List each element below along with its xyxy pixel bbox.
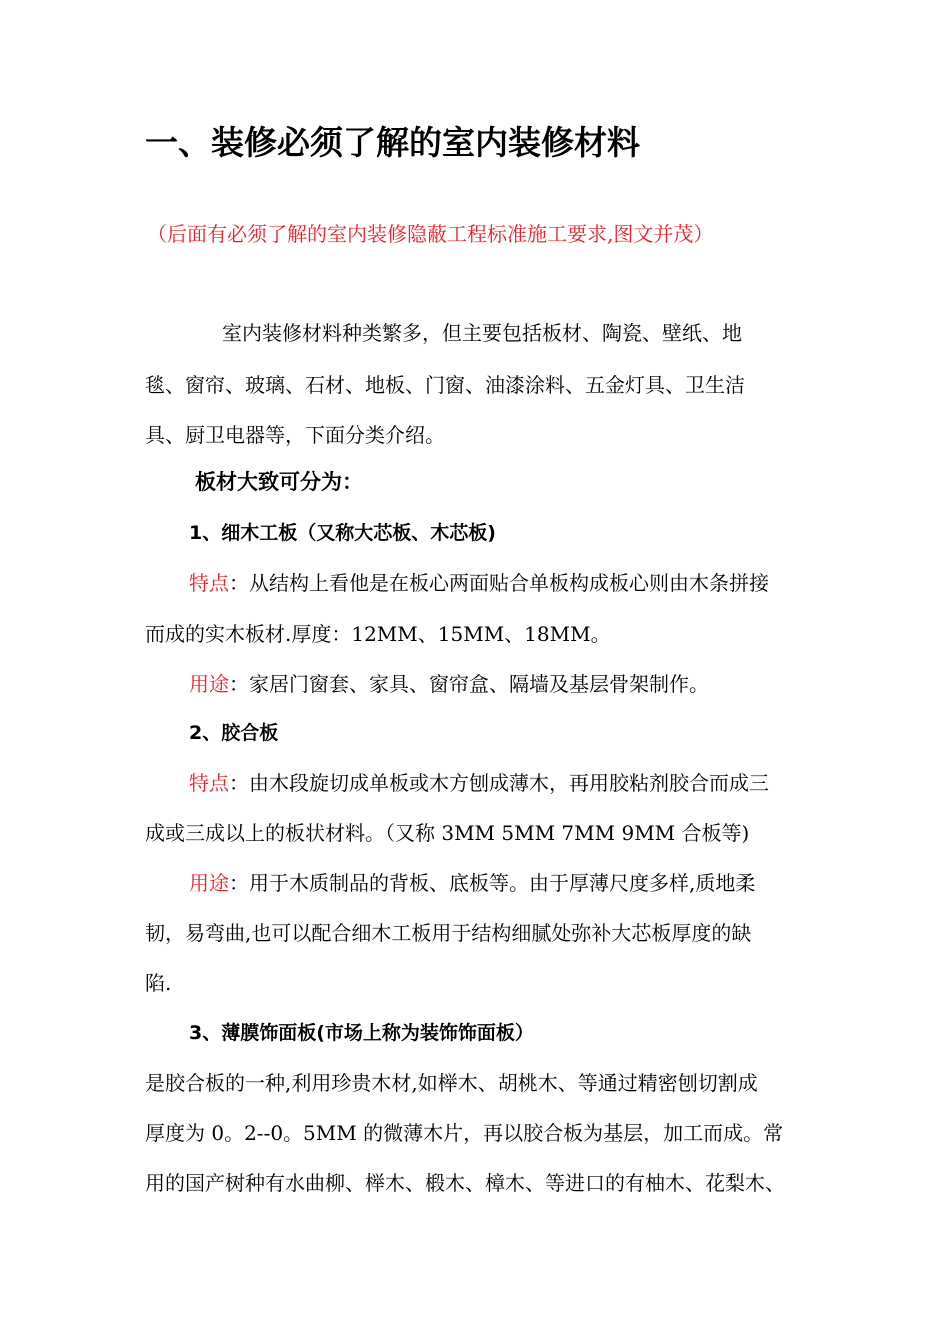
section-3-body-line-1: 是胶合板的一种,利用珍贵木材,如榉木、胡桃木、等通过精密刨切割成 — [145, 1071, 758, 1095]
intro-line-1: 室内装修材料种类繁多，但主要包括板材、陶瓷、壁纸、地 — [222, 321, 742, 345]
page-title: 一、装修必须了解的室内装修材料 — [145, 123, 640, 162]
section-3-body-line-2: 厚度为 0。2--0。5MM 的微薄木片，再以胶合板为基层，加工而成。常 — [145, 1121, 784, 1145]
page-subtitle: （后面有必须了解的室内装修隐蔽工程标准施工要求,图文并茂） — [147, 222, 714, 246]
feature-label: 特点 — [189, 771, 229, 795]
section-2-use-line-3: 陷. — [145, 971, 172, 995]
feature-label: 特点 — [189, 571, 229, 595]
section-3-body-line-3: 用的国产树种有水曲柳、榉木、椴木、樟木、等进口的有柚木、花梨木、 — [145, 1171, 785, 1195]
intro-line-2: 毯、窗帘、玻璃、石材、地板、门窗、油漆涂料、五金灯具、卫生洁 — [145, 373, 745, 397]
section-2-feature-line-1 — [189, 770, 769, 796]
section-2-heading: 2、胶合板 — [189, 722, 279, 744]
intro-line-3: 具、厨卫电器等，下面分类介绍。 — [145, 423, 445, 447]
section-1-feature-line-2: 而成的实木板材.厚度：12MM、15MM、18MM。 — [145, 622, 611, 646]
use-label: 用途 — [189, 672, 229, 696]
section-2-use-line-2: 韧，易弯曲,也可以配合细木工板用于结构细腻处弥补大芯板厚度的缺 — [145, 921, 752, 945]
feature-text: ：由木段旋切成单板或木方刨成薄木，再用胶粘剂胶合而成三 — [229, 771, 769, 795]
section-3-heading: 3、薄膜饰面板(市场上称为装饰饰面板） — [189, 1022, 534, 1044]
use-text: ：家居门窗套、家具、窗帘盒、隔墙及基层骨架制作。 — [229, 672, 709, 696]
section-1-heading: 1、细木工板（又称大芯板、木芯板) — [189, 522, 496, 544]
section-2-feature-line-2: 成或三成以上的板状材料。（又称 3MM 5MM 7MM 9MM 合板等) — [145, 821, 750, 845]
section-1-use-line-1 — [189, 671, 709, 697]
section-2-use-line-1 — [189, 870, 755, 896]
use-text: ：用于木质制品的背板、底板等。由于厚薄尺度多样,质地柔 — [229, 871, 756, 895]
boards-heading: 板材大致可分为： — [195, 470, 363, 494]
use-label: 用途 — [189, 871, 229, 895]
feature-text: ：从结构上看他是在板心两面贴合单板构成板心则由木条拼接 — [229, 571, 769, 595]
section-1-feature-line-1 — [189, 570, 769, 596]
